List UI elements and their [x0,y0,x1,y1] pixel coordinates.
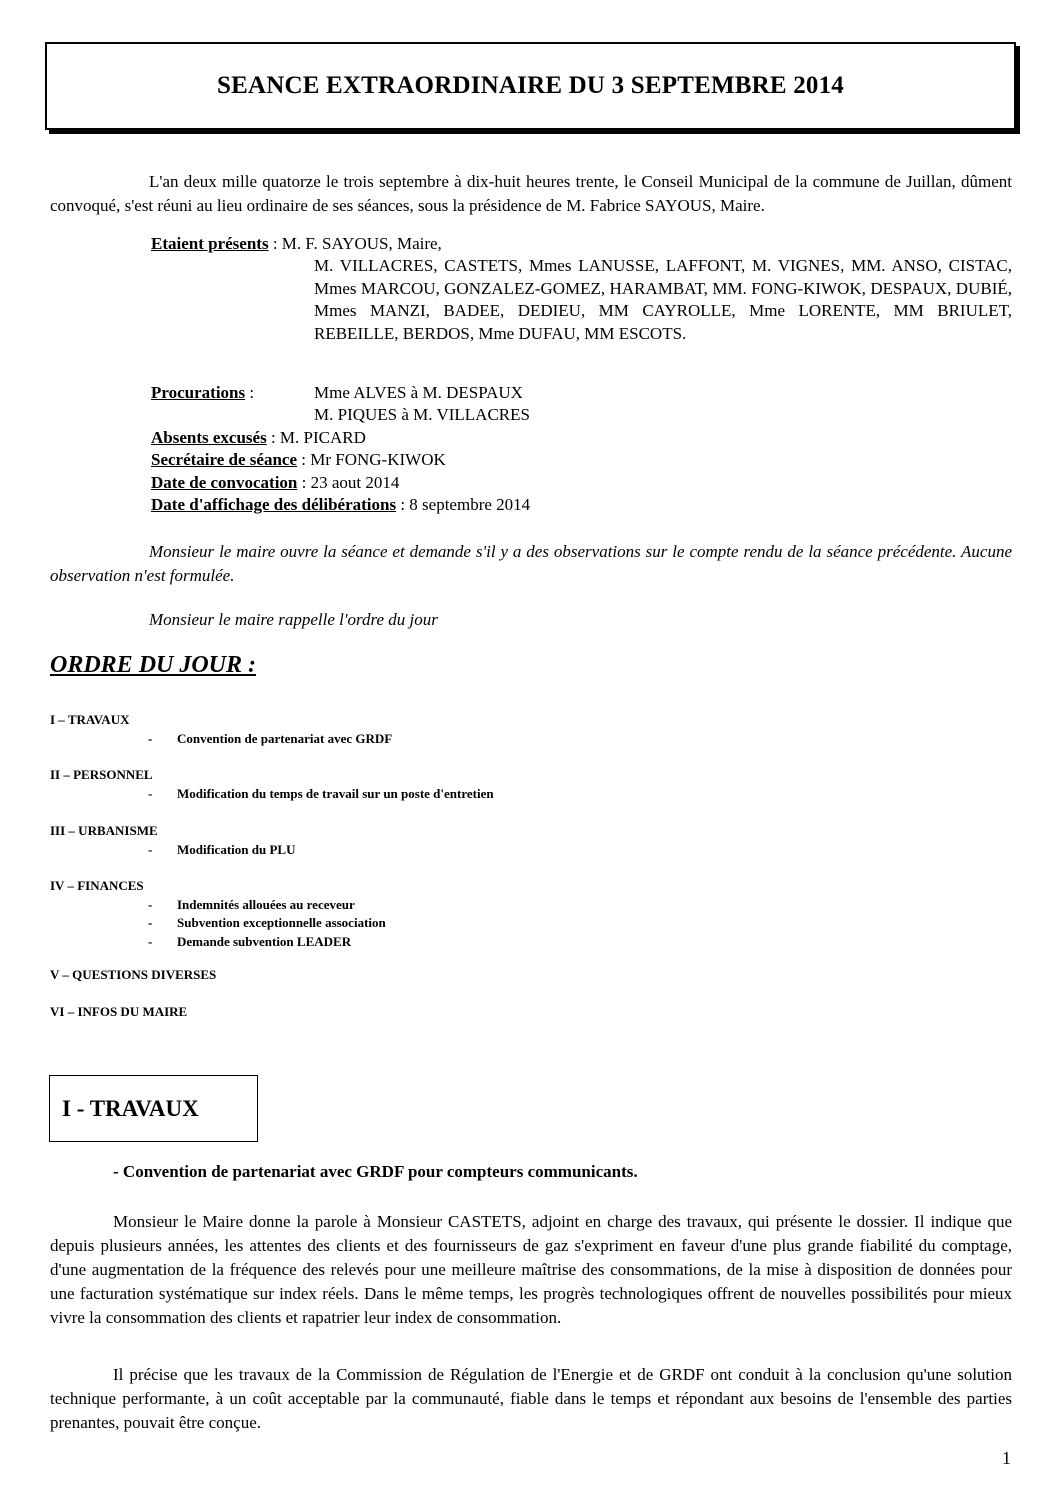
agenda-item [148,730,392,748]
travaux-paragraph-1: Monsieur le Maire donne la parole à Monsieur CASTETS, adjoint en charge des travaux, qui présente le dossier. Il indique que depuis plusieurs années, les attentes des clients et des fournisseurs de gaz s'expriment en faveur d'une plus grande fiabilité du comptage, d'une augmentation de la fréquence des relevés pour une meilleure maîtrise des consommations, de la mise à disposition de données pour une facturation systématique sur index réels. Dans le même temps, les progrès technologiques offrent de nouvelles possibilités pour mieux vivre la consommation des clients et rapatrier leur index de consommation. [50,1212,1012,1327]
title-box [45,42,1016,130]
bullet-dash: - [148,897,153,912]
presents-first: : M. F. SAYOUS, Maire, [268,234,442,253]
agenda-item-label: Convention de partenariat avec GRDF [177,731,393,746]
agenda-item [148,785,494,803]
affichage-label: Date d'affichage des délibérations [151,495,397,514]
agenda-section-questions: V – QUESTIONS DIVERSES [50,967,217,982]
agenda-item [148,841,295,859]
presents-label: Etaient présents [151,234,269,253]
procuration-1: Mme ALVES à M. DESPAUX [314,383,523,402]
page-number: 1 [1002,1448,1011,1468]
agenda-section-infos: VI – INFOS DU MAIRE [50,1004,188,1019]
bullet-dash: - [148,786,153,801]
convocation-value: : 23 aout 2014 [297,473,400,492]
agenda-item [148,914,386,932]
absents-value: : M. PICARD [266,428,366,447]
agenda-item [148,896,355,914]
agenda-section-travaux: I – TRAVAUX [50,712,130,727]
agenda-item-label: Subvention exceptionnelle association [177,915,386,930]
bullet-dash: - [148,934,153,949]
travaux-paragraph-2: Il précise que les travaux de la Commission de Régulation de l'Energie et de GRDF ont conduit à la conclusion qu'une solution technique performante, à un coût acceptable par la communauté, fiable dans le temps et répondant aux besoins de l'ensemble des parties prenantes, pouvait être conçue. [50,1365,1012,1432]
section-title-box [49,1075,258,1142]
agenda-section-urbanisme: III – URBANISME [50,823,158,838]
section-title: I - TRAVAUX [62,1095,199,1121]
procurations-line [151,382,254,405]
intro-paragraph: L'an deux mille quatorze le trois septembre à dix-huit heures trente, le Conseil Municipal de la commune de Juillan, dûment convoqué, s'est réuni au lieu ordinaire de ses séances, sous la présidence de M. Fabrice SAYOUS, Maire. [50,172,1012,215]
agenda-item-label: Modification du temps de travail sur un poste d'entretien [177,786,494,801]
agenda-item-label: Modification du PLU [177,842,296,857]
absents-line [151,427,366,450]
bullet-dash: - [148,915,153,930]
page-title: SEANCE EXTRAORDINAIRE DU 3 SEPTEMBRE 2014 [216,72,845,99]
absents-label: Absents excusés [151,428,267,447]
maire-ouvre-paragraph: Monsieur le maire ouvre la séance et demande s'il y a des observations sur le compte rendu de la séance précédente. Aucune observation n'est formulée. [50,542,1012,585]
presents-line [151,233,442,256]
secretaire-line [151,449,446,472]
convocation-label: Date de convocation [151,473,298,492]
agenda-item-label: Indemnités allouées au receveur [177,897,355,912]
procuration-2: M. PIQUES à M. VILLACRES [314,405,530,424]
bullet-dash: - [148,731,153,746]
agenda-item-label: Demande subvention LEADER [177,934,352,949]
agenda-item [148,933,351,951]
affichage-line [151,494,530,517]
bullet-dash: - [148,842,153,857]
convocation-line [151,472,399,495]
presents-list: M. VILLACRES, CASTETS, Mmes LANUSSE, LAFFONT, M. VIGNES, MM. ANSO, CISTAC, Mmes MARCOU, GONZALEZ-GOMEZ, HARAMBAT, MM. FONG-KIWOK, DESPAUX, DUBIÉ, Mmes MANZI, BADEE, DEDIEU, MM CAYROLLE, Mme LORENTE, MM BRIULET, REBEILLE, BERDOS, Mme DUFAU, MM ESCOTS. [314,256,1012,343]
agenda-section-personnel: II – PERSONNEL [50,767,153,782]
secretaire-label: Secrétaire de séance [151,450,298,469]
agenda-section-finances: IV – FINANCES [50,878,144,893]
secretaire-value: : Mr FONG-KIWOK [297,450,446,469]
maire-rappelle-paragraph: Monsieur le maire rappelle l'ordre du jour [149,610,438,629]
agenda-title: ORDRE DU JOUR : [50,652,257,678]
section-subheading: - Convention de partenariat avec GRDF pour compteurs communicants. [113,1162,638,1181]
procurations-label: Procurations [151,383,246,402]
procurations-sep: : [245,383,255,402]
affichage-value: : 8 septembre 2014 [396,495,531,514]
